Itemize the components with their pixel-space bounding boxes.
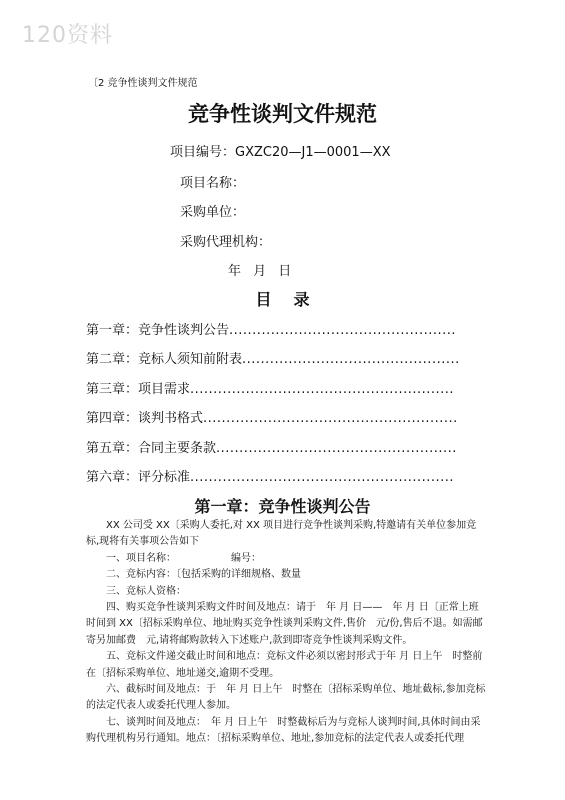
chapter-heading: 第一章：竞争性谈判公告 bbox=[194, 497, 371, 516]
paragraph: 六、截标时间及地点：于 年 月 日上午 时整在〔招标采购单位、地址截标,参加竞标的法定代表人或委托代理人参加。 bbox=[86, 684, 486, 712]
toc-item-label: 第一章：竞争性谈判公告 bbox=[86, 323, 230, 338]
toc-item[interactable] bbox=[86, 466, 454, 485]
paragraph: 五、竞标文件递交截止时间和地点：竞标文件必须以密封形式于年 月 日上午 时整前在〔招标采购单位、地址递交,逾期不受理。 bbox=[86, 651, 483, 679]
toc-item[interactable] bbox=[86, 319, 456, 338]
toc-item-label: 第五章：合同主要条款 bbox=[86, 441, 217, 456]
paragraph: 二、竞标内容：〔包括采购的详细规格、数量 bbox=[106, 569, 301, 581]
purchaser-field: 采购单位： bbox=[180, 205, 246, 220]
toc-item[interactable] bbox=[86, 407, 458, 426]
paragraph: XX 公司受 XX〔采购人委托,对 XX 项目进行竞争性谈判采购,特邀请有关单位参加竞标,现将有关事项公告如下 bbox=[86, 520, 477, 548]
toc-item-dots: ......................................................... bbox=[190, 382, 455, 397]
toc-item[interactable] bbox=[86, 437, 457, 456]
paragraph: 三、竞标人资格： bbox=[106, 585, 186, 597]
project-code: 项目编号：GXZC20—J1—0001—XX bbox=[170, 145, 391, 160]
paragraph: 一、项目名称： 编号： bbox=[106, 552, 261, 564]
toc-item-dots: ....................................................... bbox=[203, 411, 458, 426]
toc-item-dots: ......................................................... bbox=[190, 470, 455, 485]
toc-item-label: 第四章：谈判书格式 bbox=[86, 411, 204, 426]
toc-item-dots: .................................................... bbox=[216, 441, 457, 456]
toc-item-dots: ................................................. bbox=[229, 323, 456, 338]
toc-item-label: 第三章：项目需求 bbox=[86, 382, 191, 397]
toc-item-label: 第六章：评分标准 bbox=[86, 470, 191, 485]
toc-title: 目录 bbox=[255, 290, 332, 309]
paragraph: 四、购买竞争性谈判采购文件时间及地点：请于 年 月 日—— 年 月 日〔正常上班时间到 XX〔招标采购单位、地址购买竞争性谈判采购文件,售价 元/份,售后不退。如需邮寄另加邮费 元,请将邮购款转入下述账户,款到即寄竞争性谈判采购文件。 bbox=[86, 602, 483, 646]
toc-item-dots: ............................................... bbox=[242, 352, 460, 367]
toc-item-label: 第二章：竞标人须知前附表 bbox=[86, 352, 243, 367]
watermark: 120资料 bbox=[22, 23, 113, 48]
announcement-body bbox=[86, 518, 486, 748]
toc-item[interactable] bbox=[86, 348, 460, 367]
project-name-field: 项目名称： bbox=[180, 176, 246, 191]
document-title: 竞争性谈判文件规范 bbox=[188, 102, 377, 126]
toc-item[interactable] bbox=[86, 378, 454, 397]
paragraph: 七、谈判时间及地点： 年 月 日上午 时整截标后为与竞标人谈判时间,具体时间由采购代理机构另行通知。地点：〔招标采购单位、地址,参加竞标的法定代表人或委托代理 bbox=[86, 716, 481, 745]
header-note: 〔2 竞争性谈判文件规范 bbox=[88, 78, 198, 89]
date-line: 年 月 日 bbox=[228, 264, 292, 279]
agency-field: 采购代理机构： bbox=[180, 235, 272, 250]
